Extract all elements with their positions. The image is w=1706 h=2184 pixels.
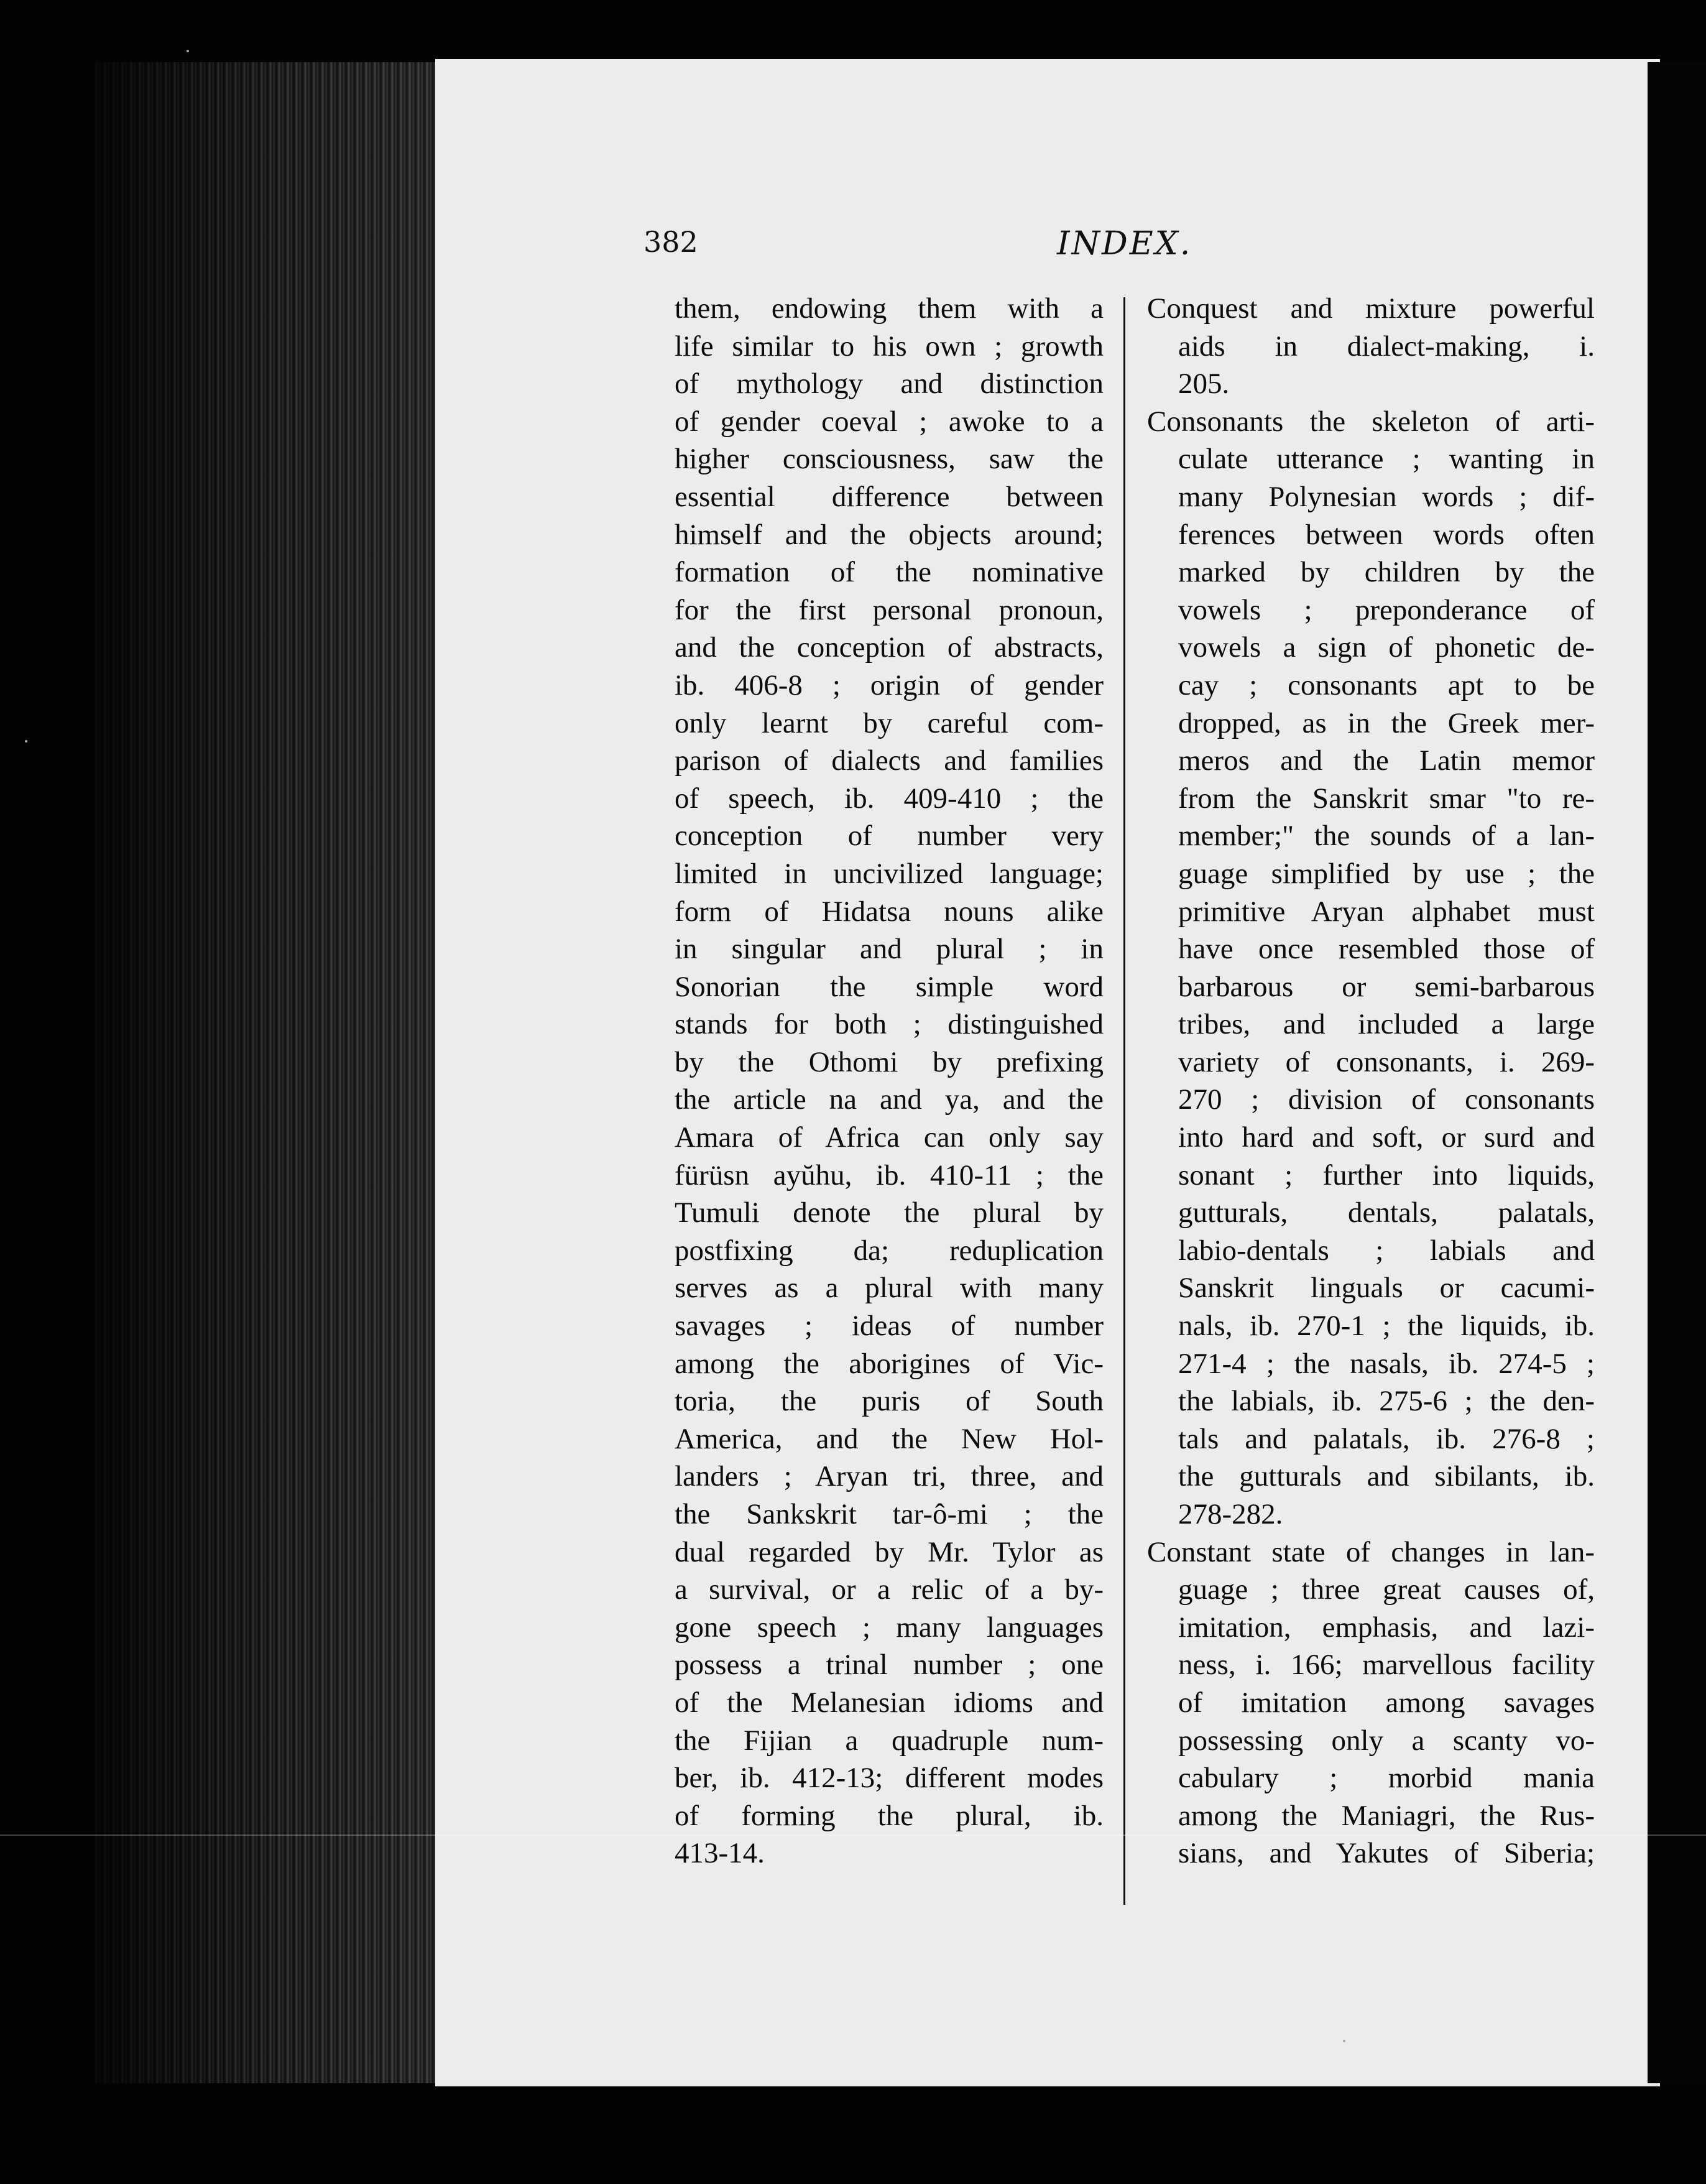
index-line: possess a trinal number ; one <box>675 1649 1104 1682</box>
index-line: form of Hidatsa nouns alike <box>675 895 1104 928</box>
index-line: Constant state of changes in lan- <box>1147 1535 1595 1568</box>
index-line: ferences between words often <box>1178 518 1595 551</box>
index-line: culate utterance ; wanting in <box>1178 443 1595 476</box>
index-line: Consonants the skeleton of arti- <box>1147 405 1595 438</box>
index-line: vowels a sign of phonetic de- <box>1178 631 1595 664</box>
index-line: and the conception of abstracts, <box>675 631 1104 664</box>
index-line: higher consciousness, saw the <box>675 443 1104 476</box>
index-line: himself and the objects around; <box>675 518 1104 551</box>
index-line: for the first personal pronoun, <box>675 593 1104 626</box>
index-line: stands for both ; distinguished <box>675 1008 1104 1041</box>
index-line: 271-4 ; the nasals, ib. 274-5 ; <box>1178 1347 1595 1380</box>
index-line: parison of dialects and families <box>675 744 1104 777</box>
index-line: the labials, ib. 275-6 ; the den- <box>1178 1385 1595 1418</box>
index-line: Conquest and mixture powerful <box>1147 292 1595 325</box>
index-line: postfixing da; reduplication <box>675 1234 1104 1267</box>
index-line: of imitation among savages <box>1178 1686 1595 1719</box>
index-line: guage simplified by use ; the <box>1178 857 1595 890</box>
index-line: of speech, ib. 409-410 ; the <box>675 782 1104 815</box>
index-line: 413-14. <box>675 1837 765 1870</box>
index-line: formation of the nominative <box>675 556 1104 589</box>
scan-speck <box>1343 2040 1345 2042</box>
index-line: sonant ; further into liquids, <box>1178 1159 1595 1191</box>
page-header <box>643 225 1595 269</box>
index-line: sians, and Yakutes of Siberia; <box>1178 1837 1595 1870</box>
index-line: Sonorian the simple word <box>675 970 1104 1003</box>
index-line: only learnt by careful com- <box>675 706 1104 739</box>
index-line: barbarous or semi-barbarous <box>1178 970 1595 1003</box>
index-line: into hard and soft, or surd and <box>1178 1121 1595 1154</box>
index-line: have once resembled those of <box>1178 933 1595 966</box>
index-line: cay ; consonants apt to be <box>1178 669 1595 701</box>
index-line: savages ; ideas of number <box>675 1310 1104 1343</box>
page-right-shadow <box>1648 62 1706 2083</box>
index-line: life similar to his own ; growth <box>675 330 1104 363</box>
index-line: vowels ; preponderance of <box>1178 593 1595 626</box>
index-line: from the Sanskrit smar "to re- <box>1178 782 1595 815</box>
index-line: labio-dentals ; labials and <box>1178 1234 1595 1267</box>
index-line: member;" the sounds of a lan- <box>1178 820 1595 853</box>
index-line: them, endowing them with a <box>675 292 1104 325</box>
index-line: ness, i. 166; marvellous facility <box>1178 1649 1595 1682</box>
index-line: the Sankskrit tar-ô-mi ; the <box>675 1498 1104 1530</box>
index-line: nals, ib. 270-1 ; the liquids, ib. <box>1178 1310 1595 1343</box>
index-line: in singular and plural ; in <box>675 933 1104 966</box>
index-line: the Fijian a quadruple num- <box>675 1724 1104 1757</box>
index-line: primitive Aryan alphabet must <box>1178 895 1595 928</box>
index-line: Tumuli denote the plural by <box>675 1196 1104 1229</box>
index-line: Amara of Africa can only say <box>675 1121 1104 1154</box>
index-column-left <box>675 290 1104 1872</box>
index-line: 278-282. <box>1178 1498 1283 1530</box>
index-line: possessing only a scanty vo- <box>1178 1724 1595 1757</box>
index-line: among the Maniagri, the Rus- <box>1178 1799 1595 1832</box>
index-column-right <box>1147 290 1595 1872</box>
index-line: cabulary ; morbid mania <box>1178 1762 1595 1795</box>
index-line: ib. 406-8 ; origin of gender <box>675 669 1104 701</box>
index-line: gutturals, dentals, palatals, <box>1178 1196 1595 1229</box>
scan-artifact-line <box>0 1835 1706 1836</box>
index-line: 270 ; division of consonants <box>1178 1083 1595 1116</box>
index-line: the gutturals and sibilants, ib. <box>1178 1460 1595 1493</box>
book-edge-shadow <box>93 62 448 2083</box>
index-line: meros and the Latin memor <box>1178 744 1595 777</box>
index-line: America, and the New Hol- <box>675 1422 1104 1455</box>
running-head: INDEX. <box>1057 225 1192 262</box>
index-line: aids in dialect-making, i. <box>1178 330 1595 363</box>
index-line: fürüsn ayŭhu, ib. 410-11 ; the <box>675 1159 1104 1191</box>
index-line: dual regarded by Mr. Tylor as <box>675 1535 1104 1568</box>
index-line: imitation, emphasis, and lazi- <box>1178 1611 1595 1644</box>
page-number: 382 <box>643 225 698 259</box>
index-line: many Polynesian words ; dif- <box>1178 480 1595 513</box>
index-line: tribes, and included a large <box>1178 1008 1595 1041</box>
index-line: among the aborigines of Vic- <box>675 1347 1104 1380</box>
index-line: of mythology and distinction <box>675 368 1104 400</box>
column-divider <box>1123 297 1125 1905</box>
index-line: gone speech ; many languages <box>675 1611 1104 1644</box>
index-line: landers ; Aryan tri, three, and <box>675 1460 1104 1493</box>
index-line: the article na and ya, and the <box>675 1083 1104 1116</box>
index-line: limited in uncivilized language; <box>675 857 1104 890</box>
index-line: a survival, or a relic of a by- <box>675 1573 1104 1606</box>
index-line: of the Melanesian idioms and <box>675 1686 1104 1719</box>
index-line: of forming the plural, ib. <box>675 1799 1104 1832</box>
index-line: marked by children by the <box>1178 556 1595 589</box>
index-line: serves as a plural with many <box>675 1272 1104 1305</box>
index-line: essential difference between <box>675 480 1104 513</box>
scan-speck <box>25 740 27 743</box>
index-line: dropped, as in the Greek mer- <box>1178 706 1595 739</box>
index-line: conception of number very <box>675 820 1104 853</box>
index-line: toria, the puris of South <box>675 1385 1104 1418</box>
scan-speck <box>187 50 189 52</box>
index-line: tals and palatals, ib. 276-8 ; <box>1178 1422 1595 1455</box>
index-line: 205. <box>1178 368 1230 400</box>
index-line: by the Othomi by prefixing <box>675 1045 1104 1078</box>
index-line: guage ; three great causes of, <box>1178 1573 1595 1606</box>
index-line: of gender coeval ; awoke to a <box>675 405 1104 438</box>
index-line: ber, ib. 412-13; different modes <box>675 1762 1104 1795</box>
index-line: variety of consonants, i. 269- <box>1178 1045 1595 1078</box>
index-line: Sanskrit linguals or cacumi- <box>1178 1272 1595 1305</box>
